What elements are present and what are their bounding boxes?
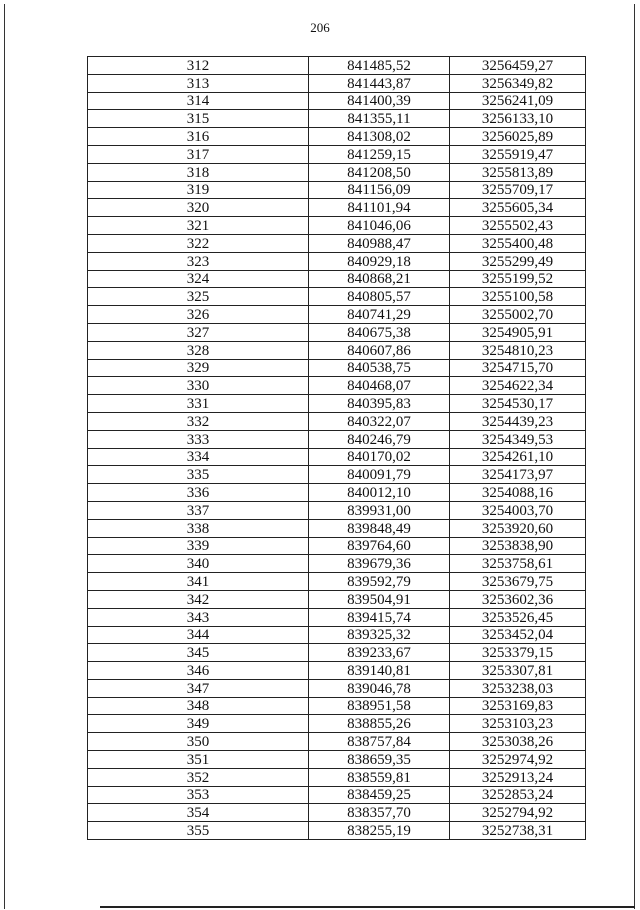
table-row bbox=[88, 786, 586, 804]
y-coordinate-cell: 3254439,23 bbox=[450, 412, 586, 430]
point-number-cell: 333 bbox=[88, 430, 309, 448]
point-number-cell: 338 bbox=[88, 519, 309, 537]
table-row bbox=[88, 217, 586, 235]
table-row bbox=[88, 145, 586, 163]
x-coordinate-cell: 841101,94 bbox=[309, 199, 450, 217]
x-coordinate-cell: 840468,07 bbox=[309, 377, 450, 395]
bottom-rule bbox=[100, 906, 635, 908]
y-coordinate-cell: 3254622,34 bbox=[450, 377, 586, 395]
x-coordinate-cell: 841485,52 bbox=[309, 57, 450, 75]
point-number-cell: 315 bbox=[88, 110, 309, 128]
table-row bbox=[88, 341, 586, 359]
x-coordinate-cell: 841046,06 bbox=[309, 217, 450, 235]
x-coordinate-cell: 840988,47 bbox=[309, 234, 450, 252]
x-coordinate-cell: 840741,29 bbox=[309, 306, 450, 324]
table-row bbox=[88, 573, 586, 591]
table-row bbox=[88, 501, 586, 519]
x-coordinate-cell: 841308,02 bbox=[309, 128, 450, 146]
table-row bbox=[88, 484, 586, 502]
x-coordinate-cell: 838659,35 bbox=[309, 751, 450, 769]
x-coordinate-cell: 838559,81 bbox=[309, 768, 450, 786]
y-coordinate-cell: 3252794,92 bbox=[450, 804, 586, 822]
table-row bbox=[88, 644, 586, 662]
y-coordinate-cell: 3256241,09 bbox=[450, 92, 586, 110]
table-row bbox=[88, 804, 586, 822]
point-number-cell: 348 bbox=[88, 697, 309, 715]
table-row bbox=[88, 199, 586, 217]
x-coordinate-cell: 839325,32 bbox=[309, 626, 450, 644]
coordinates-table bbox=[87, 56, 586, 840]
y-coordinate-cell: 3252974,92 bbox=[450, 751, 586, 769]
y-coordinate-cell: 3256459,27 bbox=[450, 57, 586, 75]
point-number-cell: 335 bbox=[88, 466, 309, 484]
point-number-cell: 321 bbox=[88, 217, 309, 235]
y-coordinate-cell: 3253103,23 bbox=[450, 715, 586, 733]
point-number-cell: 334 bbox=[88, 448, 309, 466]
x-coordinate-cell: 839046,78 bbox=[309, 679, 450, 697]
y-coordinate-cell: 3254088,16 bbox=[450, 484, 586, 502]
x-coordinate-cell: 838855,26 bbox=[309, 715, 450, 733]
table-row bbox=[88, 359, 586, 377]
table-row bbox=[88, 430, 586, 448]
table-row bbox=[88, 715, 586, 733]
table-row bbox=[88, 377, 586, 395]
point-number-cell: 349 bbox=[88, 715, 309, 733]
point-number-cell: 314 bbox=[88, 92, 309, 110]
point-number-cell: 332 bbox=[88, 412, 309, 430]
y-coordinate-cell: 3255400,48 bbox=[450, 234, 586, 252]
y-coordinate-cell: 3253602,36 bbox=[450, 590, 586, 608]
x-coordinate-cell: 840246,79 bbox=[309, 430, 450, 448]
y-coordinate-cell: 3255299,49 bbox=[450, 252, 586, 270]
point-number-cell: 319 bbox=[88, 181, 309, 199]
x-coordinate-cell: 840538,75 bbox=[309, 359, 450, 377]
y-coordinate-cell: 3252738,31 bbox=[450, 822, 586, 840]
point-number-cell: 313 bbox=[88, 74, 309, 92]
table-row bbox=[88, 697, 586, 715]
point-number-cell: 344 bbox=[88, 626, 309, 644]
point-number-cell: 326 bbox=[88, 306, 309, 324]
x-coordinate-cell: 838459,25 bbox=[309, 786, 450, 804]
y-coordinate-cell: 3253038,26 bbox=[450, 733, 586, 751]
x-coordinate-cell: 839233,67 bbox=[309, 644, 450, 662]
point-number-cell: 347 bbox=[88, 679, 309, 697]
y-coordinate-cell: 3255100,58 bbox=[450, 288, 586, 306]
table-row bbox=[88, 626, 586, 644]
point-number-cell: 353 bbox=[88, 786, 309, 804]
table-row bbox=[88, 662, 586, 680]
y-coordinate-cell: 3255605,34 bbox=[450, 199, 586, 217]
y-coordinate-cell: 3254261,10 bbox=[450, 448, 586, 466]
point-number-cell: 331 bbox=[88, 395, 309, 413]
page-number: 206 bbox=[310, 20, 330, 35]
x-coordinate-cell: 839140,81 bbox=[309, 662, 450, 680]
point-number-cell: 342 bbox=[88, 590, 309, 608]
y-coordinate-cell: 3253838,90 bbox=[450, 537, 586, 555]
point-number-cell: 351 bbox=[88, 751, 309, 769]
y-coordinate-cell: 3254715,70 bbox=[450, 359, 586, 377]
coordinates-table-body bbox=[88, 57, 586, 840]
point-number-cell: 355 bbox=[88, 822, 309, 840]
x-coordinate-cell: 840012,10 bbox=[309, 484, 450, 502]
table-row bbox=[88, 466, 586, 484]
point-number-cell: 323 bbox=[88, 252, 309, 270]
point-number-cell: 328 bbox=[88, 341, 309, 359]
point-number-cell: 316 bbox=[88, 128, 309, 146]
table-row bbox=[88, 163, 586, 181]
y-coordinate-cell: 3252913,24 bbox=[450, 768, 586, 786]
point-number-cell: 340 bbox=[88, 555, 309, 573]
x-coordinate-cell: 838255,19 bbox=[309, 822, 450, 840]
table-row bbox=[88, 519, 586, 537]
table-row bbox=[88, 128, 586, 146]
point-number-cell: 352 bbox=[88, 768, 309, 786]
x-coordinate-cell: 839415,74 bbox=[309, 608, 450, 626]
y-coordinate-cell: 3253526,45 bbox=[450, 608, 586, 626]
x-coordinate-cell: 841259,15 bbox=[309, 145, 450, 163]
table-row bbox=[88, 590, 586, 608]
x-coordinate-cell: 840322,07 bbox=[309, 412, 450, 430]
y-coordinate-cell: 3253920,60 bbox=[450, 519, 586, 537]
point-number-cell: 343 bbox=[88, 608, 309, 626]
x-coordinate-cell: 841355,11 bbox=[309, 110, 450, 128]
point-number-cell: 329 bbox=[88, 359, 309, 377]
point-number-cell: 341 bbox=[88, 573, 309, 591]
table-row bbox=[88, 57, 586, 75]
y-coordinate-cell: 3255502,43 bbox=[450, 217, 586, 235]
point-number-cell: 325 bbox=[88, 288, 309, 306]
y-coordinate-cell: 3256133,10 bbox=[450, 110, 586, 128]
point-number-cell: 354 bbox=[88, 804, 309, 822]
table-row bbox=[88, 768, 586, 786]
point-number-cell: 345 bbox=[88, 644, 309, 662]
table-row bbox=[88, 74, 586, 92]
table-row bbox=[88, 608, 586, 626]
y-coordinate-cell: 3255199,52 bbox=[450, 270, 586, 288]
table-row bbox=[88, 537, 586, 555]
table-row bbox=[88, 288, 586, 306]
point-number-cell: 317 bbox=[88, 145, 309, 163]
x-coordinate-cell: 839931,00 bbox=[309, 501, 450, 519]
x-coordinate-cell: 840868,21 bbox=[309, 270, 450, 288]
x-coordinate-cell: 839592,79 bbox=[309, 573, 450, 591]
y-coordinate-cell: 3254810,23 bbox=[450, 341, 586, 359]
x-coordinate-cell: 839679,36 bbox=[309, 555, 450, 573]
x-coordinate-cell: 839764,60 bbox=[309, 537, 450, 555]
table-row bbox=[88, 555, 586, 573]
x-coordinate-cell: 840805,57 bbox=[309, 288, 450, 306]
table-row bbox=[88, 92, 586, 110]
x-coordinate-cell: 840395,83 bbox=[309, 395, 450, 413]
table-row bbox=[88, 323, 586, 341]
x-coordinate-cell: 839848,49 bbox=[309, 519, 450, 537]
y-coordinate-cell: 3255919,47 bbox=[450, 145, 586, 163]
y-coordinate-cell: 3256025,89 bbox=[450, 128, 586, 146]
point-number-cell: 327 bbox=[88, 323, 309, 341]
y-coordinate-cell: 3253758,61 bbox=[450, 555, 586, 573]
x-coordinate-cell: 838757,84 bbox=[309, 733, 450, 751]
y-coordinate-cell: 3253379,15 bbox=[450, 644, 586, 662]
x-coordinate-cell: 841208,50 bbox=[309, 163, 450, 181]
y-coordinate-cell: 3253452,04 bbox=[450, 626, 586, 644]
point-number-cell: 337 bbox=[88, 501, 309, 519]
point-number-cell: 312 bbox=[88, 57, 309, 75]
point-number-cell: 330 bbox=[88, 377, 309, 395]
point-number-cell: 336 bbox=[88, 484, 309, 502]
y-coordinate-cell: 3252853,24 bbox=[450, 786, 586, 804]
point-number-cell: 339 bbox=[88, 537, 309, 555]
x-coordinate-cell: 840091,79 bbox=[309, 466, 450, 484]
table-row bbox=[88, 822, 586, 840]
x-coordinate-cell: 839504,91 bbox=[309, 590, 450, 608]
table-row bbox=[88, 181, 586, 199]
table-row bbox=[88, 751, 586, 769]
y-coordinate-cell: 3254905,91 bbox=[450, 323, 586, 341]
x-coordinate-cell: 841156,09 bbox=[309, 181, 450, 199]
y-coordinate-cell: 3253307,81 bbox=[450, 662, 586, 680]
x-coordinate-cell: 841400,39 bbox=[309, 92, 450, 110]
x-coordinate-cell: 841443,87 bbox=[309, 74, 450, 92]
point-number-cell: 320 bbox=[88, 199, 309, 217]
y-coordinate-cell: 3254003,70 bbox=[450, 501, 586, 519]
point-number-cell: 324 bbox=[88, 270, 309, 288]
table-row bbox=[88, 733, 586, 751]
table-row bbox=[88, 252, 586, 270]
table-row bbox=[88, 270, 586, 288]
table-row bbox=[88, 234, 586, 252]
x-coordinate-cell: 840170,02 bbox=[309, 448, 450, 466]
y-coordinate-cell: 3255813,89 bbox=[450, 163, 586, 181]
table-row bbox=[88, 395, 586, 413]
table-row bbox=[88, 306, 586, 324]
y-coordinate-cell: 3254530,17 bbox=[450, 395, 586, 413]
x-coordinate-cell: 838357,70 bbox=[309, 804, 450, 822]
table-row bbox=[88, 448, 586, 466]
y-coordinate-cell: 3253238,03 bbox=[450, 679, 586, 697]
table-row bbox=[88, 679, 586, 697]
x-coordinate-cell: 840929,18 bbox=[309, 252, 450, 270]
x-coordinate-cell: 840675,38 bbox=[309, 323, 450, 341]
point-number-cell: 346 bbox=[88, 662, 309, 680]
table-row bbox=[88, 412, 586, 430]
y-coordinate-cell: 3254349,53 bbox=[450, 430, 586, 448]
point-number-cell: 322 bbox=[88, 234, 309, 252]
x-coordinate-cell: 840607,86 bbox=[309, 341, 450, 359]
point-number-cell: 350 bbox=[88, 733, 309, 751]
table-row bbox=[88, 110, 586, 128]
y-coordinate-cell: 3256349,82 bbox=[450, 74, 586, 92]
y-coordinate-cell: 3253679,75 bbox=[450, 573, 586, 591]
y-coordinate-cell: 3254173,97 bbox=[450, 466, 586, 484]
y-coordinate-cell: 3255002,70 bbox=[450, 306, 586, 324]
y-coordinate-cell: 3255709,17 bbox=[450, 181, 586, 199]
y-coordinate-cell: 3253169,83 bbox=[450, 697, 586, 715]
point-number-cell: 318 bbox=[88, 163, 309, 181]
x-coordinate-cell: 838951,58 bbox=[309, 697, 450, 715]
